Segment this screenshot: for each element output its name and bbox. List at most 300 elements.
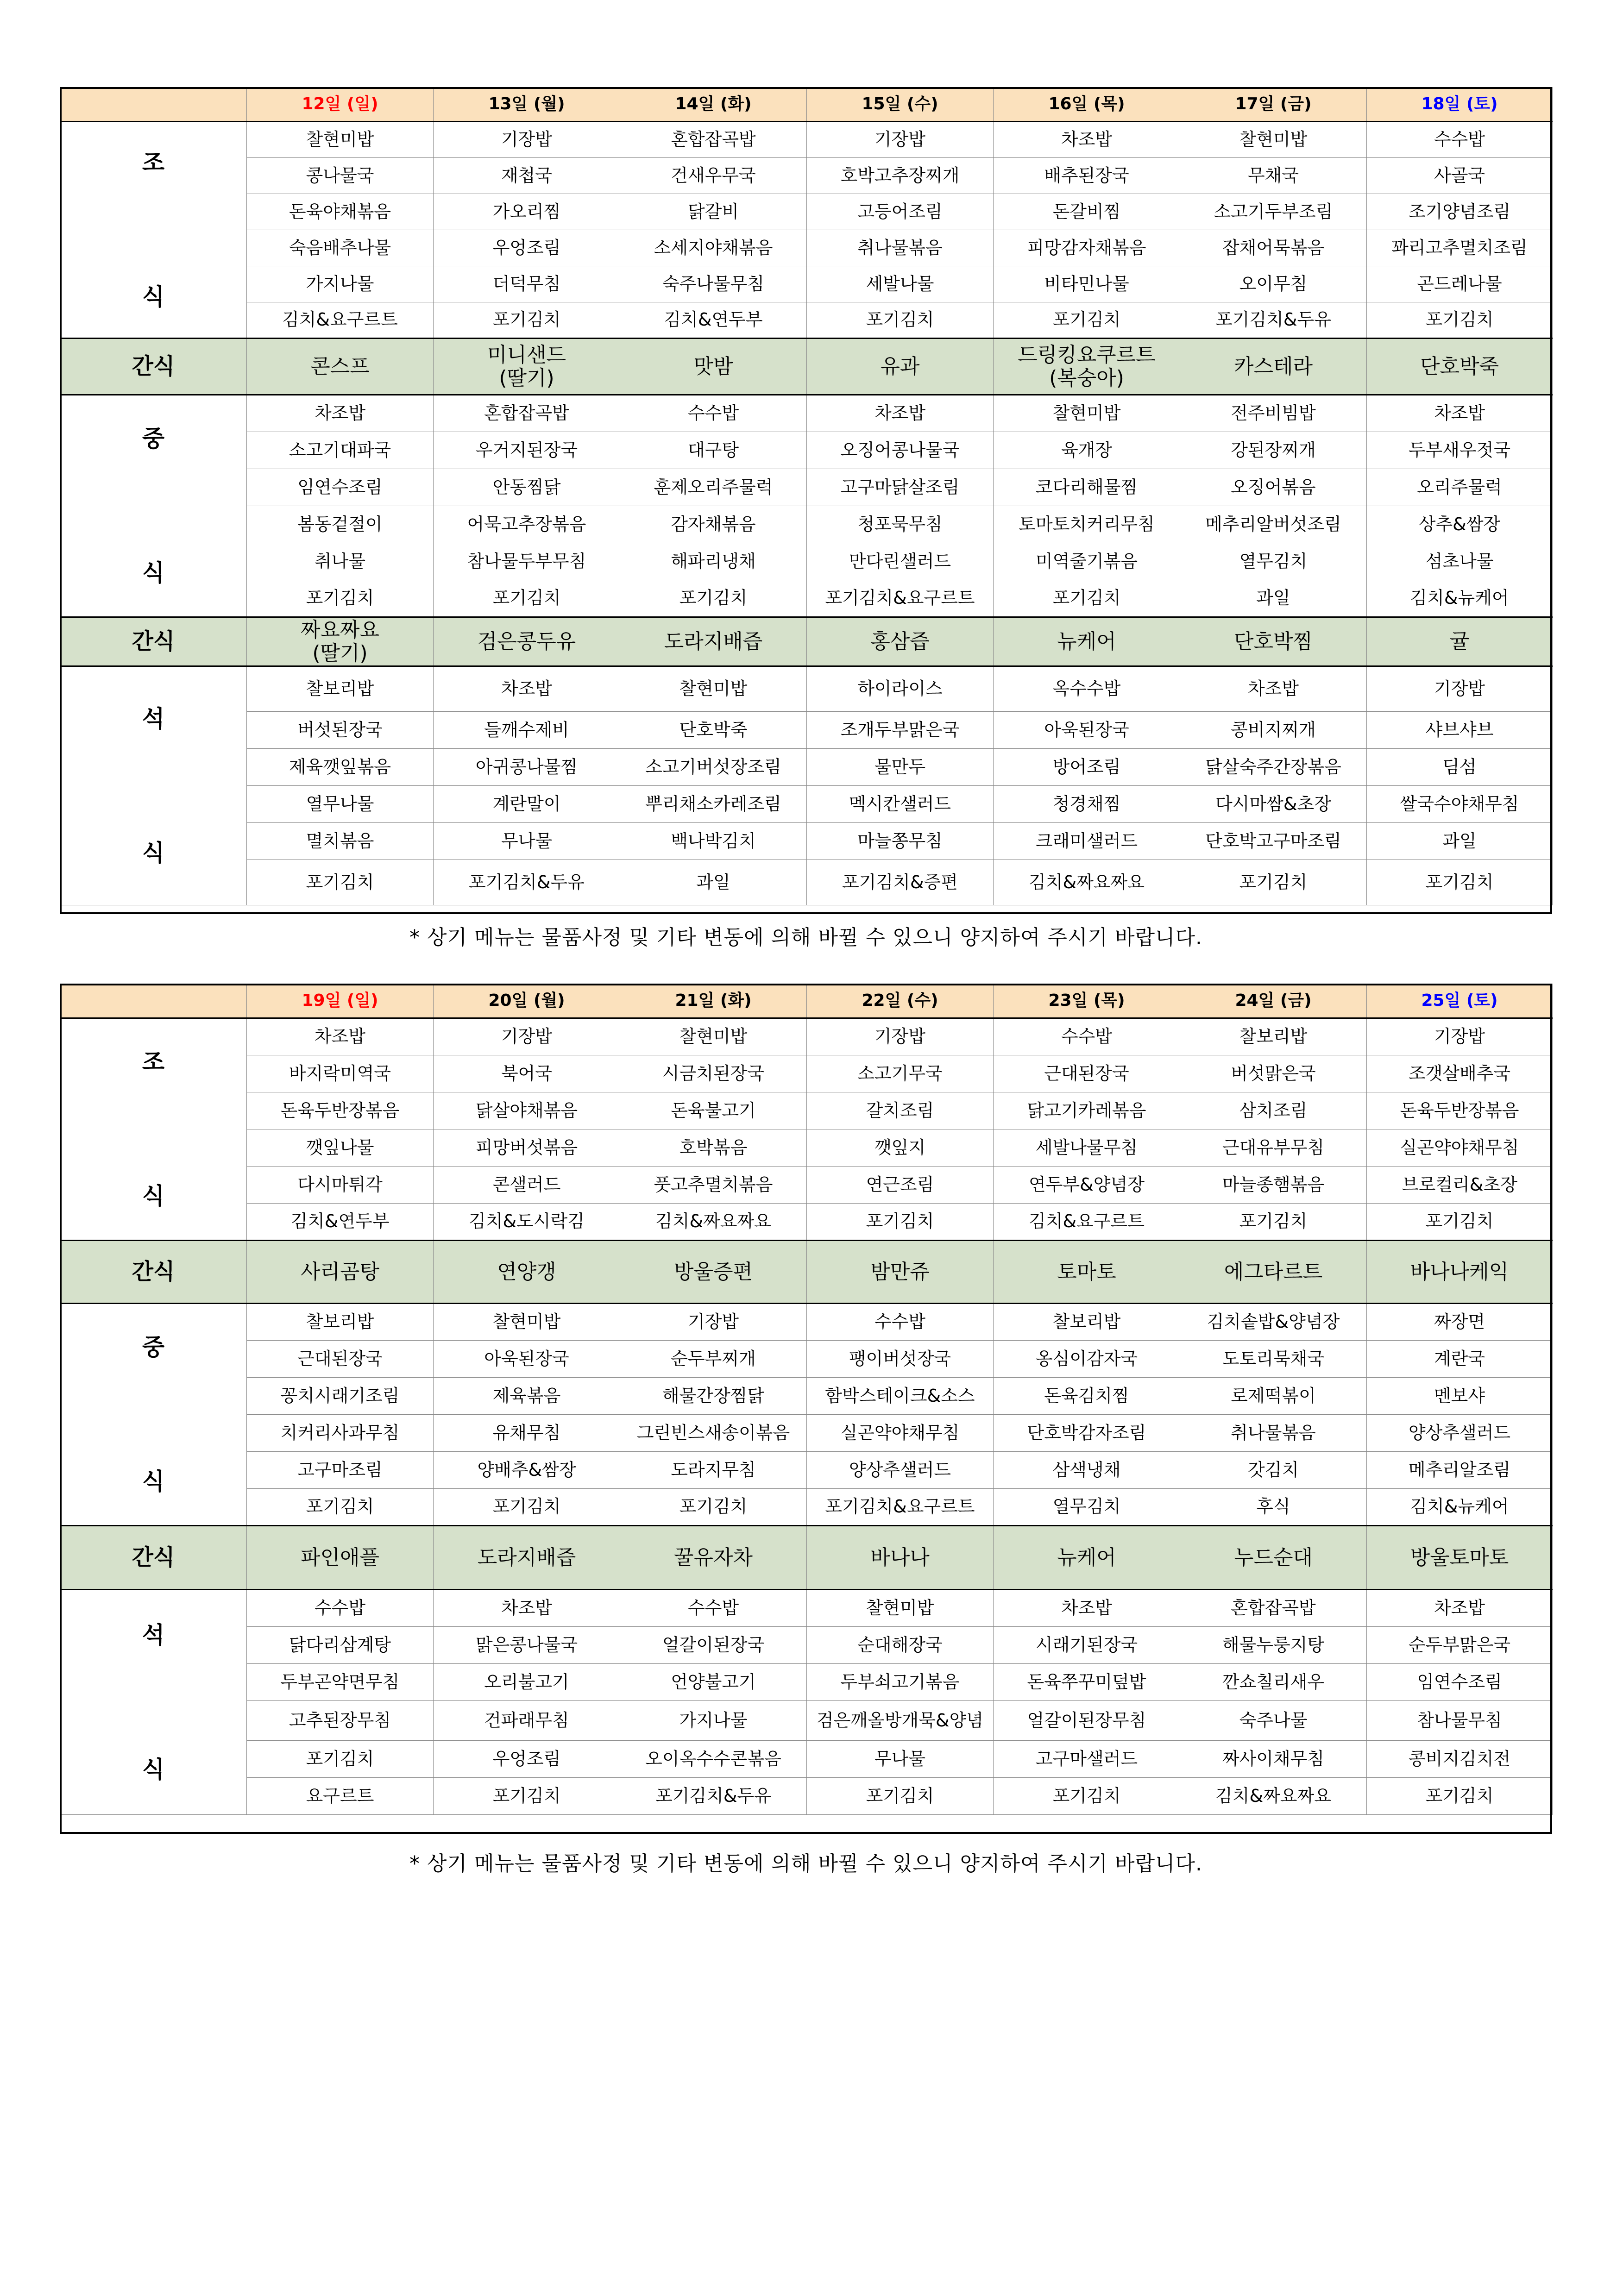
menu-cell: 감자채볶음: [620, 506, 807, 543]
day-header: 23일 (목): [994, 984, 1180, 1018]
breakfast-row: [60, 122, 1553, 158]
menu-cell: 피망감자채볶음: [994, 230, 1180, 266]
menu-cell: 근대된장국: [994, 1055, 1180, 1092]
menu-cell: 아욱된장국: [434, 1341, 620, 1378]
menu-cell: 세발나물: [807, 266, 994, 302]
menu-cell: 차조밥: [1367, 1590, 1553, 1627]
snack-cell: 토마토: [994, 1241, 1180, 1304]
lunch-row: [60, 506, 1553, 543]
menu-cell: 고구마샐러드: [994, 1741, 1180, 1778]
menu-cell: 무나물: [434, 823, 620, 860]
menu-cell: 포기김치: [807, 302, 994, 339]
menu-cell: 혼합잡곡밥: [1180, 1590, 1367, 1627]
day-header: 14일 (화): [620, 88, 807, 122]
menu-cell: 콩나물국: [247, 158, 434, 194]
lunch-row: [60, 1304, 1553, 1341]
menu-cell: 소고기대파국: [247, 432, 434, 469]
menu-cell: 찰현미밥: [807, 1590, 994, 1627]
menu-cell: 찰보리밥: [1180, 1018, 1367, 1055]
snack-cell: 사리곰탕: [247, 1241, 434, 1304]
menu-cell: 옥수수밥: [994, 666, 1180, 712]
menu-cell: 취나물: [247, 543, 434, 580]
menu-cell: 찰현미밥: [620, 666, 807, 712]
menu-cell: 포기김치: [1367, 1204, 1553, 1241]
weekly-menu-table-2: [60, 984, 1553, 1815]
menu-cell: 갓김치: [1180, 1452, 1367, 1489]
menu-cell: 양상추샐러드: [807, 1452, 994, 1489]
dinner-row: [60, 1590, 1553, 1627]
day-header: 19일 (일): [247, 984, 434, 1018]
menu-cell: 과일: [1367, 823, 1553, 860]
day-header: 24일 (금): [1180, 984, 1367, 1018]
menu-cell: 건새우무국: [620, 158, 807, 194]
menu-cell: 쌀국수야채무침: [1367, 786, 1553, 823]
breakfast-row: [60, 158, 1553, 194]
menu-cell: 소세지야채볶음: [620, 230, 807, 266]
menu-cell: 연두부&양념장: [994, 1167, 1180, 1204]
menu-cell: 북어국: [434, 1055, 620, 1092]
menu-cell: 숙음배추나물: [247, 230, 434, 266]
menu-cell: 닭살야채볶음: [434, 1092, 620, 1129]
menu-cell: 김치&연두부: [247, 1204, 434, 1241]
dinner-row: [60, 666, 1553, 712]
menu-cell: 김치&짜요짜요: [620, 1204, 807, 1241]
menu-cell: 포기김치: [434, 1778, 620, 1815]
menu-cell: 차조밥: [994, 122, 1180, 158]
menu-cell: 포기김치: [1367, 302, 1553, 339]
menu-cell: 차조밥: [994, 1590, 1180, 1627]
menu-cell: 소고기무국: [807, 1055, 994, 1092]
menu-cell: 혼합잡곡밥: [620, 122, 807, 158]
menu-cell: 돈육불고기: [620, 1092, 807, 1129]
menu-cell: 포기김치: [807, 1204, 994, 1241]
menu-cell: 포기김치&두유: [434, 860, 620, 905]
menu-cell: 기장밥: [807, 1018, 994, 1055]
afternoon-snack-row: [60, 617, 1553, 666]
lunch-row: [60, 580, 1553, 617]
menu-cell: 검은깨올방개묵&양념: [807, 1701, 994, 1741]
snack-cell: 누드순대: [1180, 1526, 1367, 1590]
menu-cell: 삼치조림: [1180, 1092, 1367, 1129]
snack-cell: 연양갱: [434, 1241, 620, 1304]
menu-cell: 함박스테이크&소스: [807, 1378, 994, 1415]
snack-cell: 밤만쥬: [807, 1241, 994, 1304]
menu-cell: 포기김치: [1367, 860, 1553, 905]
menu-cell: 포기김치: [1180, 1204, 1367, 1241]
menu-cell: 포기김치&요구르트: [807, 1489, 994, 1526]
snack-cell: 꿀유자차: [620, 1526, 807, 1590]
snack-cell: 바나나케익: [1367, 1241, 1553, 1304]
menu-cell: 피망버섯볶음: [434, 1129, 620, 1167]
dinner-row: [60, 786, 1553, 823]
menu-cell: 계란국: [1367, 1341, 1553, 1378]
menu-cell: 팽이버섯장국: [807, 1341, 994, 1378]
menu-cell: 두부새우젓국: [1367, 432, 1553, 469]
menu-cell: 뿌리채소카레조림: [620, 786, 807, 823]
menu-cell: 다시마쌈&초장: [1180, 786, 1367, 823]
menu-cell: 참나물두부무침: [434, 543, 620, 580]
menu-cell: 조기양념조림: [1367, 194, 1553, 230]
menu-cell: 고추된장무침: [247, 1701, 434, 1741]
menu-cell: 닭살숙주간장볶음: [1180, 749, 1367, 786]
menu-cell: 메추리알조림: [1367, 1452, 1553, 1489]
snack-cell: 도라지배즙: [434, 1526, 620, 1590]
menu-cell: 물만두: [807, 749, 994, 786]
header-row: [60, 88, 1553, 122]
menu-cell: 짜장면: [1367, 1304, 1553, 1341]
menu-cell: 요구르트: [247, 1778, 434, 1815]
lunch-row: [60, 1341, 1553, 1378]
lunch-label: 중 식: [60, 395, 247, 617]
breakfast-row: [60, 266, 1553, 302]
menu-cell: 치커리사과무침: [247, 1415, 434, 1452]
snack-cell: 미니샌드 (딸기): [434, 339, 620, 395]
header-row: [60, 984, 1553, 1018]
menu-cell: 호박고추장찌개: [807, 158, 994, 194]
menu-cell: 해물누룽지탕: [1180, 1627, 1367, 1664]
menu-cell: 연근조림: [807, 1167, 994, 1204]
menu-cell: 숙주나물무침: [620, 266, 807, 302]
menu-cell: 가지나물: [247, 266, 434, 302]
menu-cell: 훈제오리주물럭: [620, 469, 807, 506]
afternoon-snack-label: 간식: [60, 617, 247, 666]
menu-cell: 계란말이: [434, 786, 620, 823]
menu-cell: 해물간장찜닭: [620, 1378, 807, 1415]
menu-cell: 맑은콩나물국: [434, 1627, 620, 1664]
day-header: 12일 (일): [247, 88, 434, 122]
menu-cell: 김치&뉴케어: [1367, 580, 1553, 617]
menu-cell: 마늘쫑무침: [807, 823, 994, 860]
menu-cell: 다시마튀각: [247, 1167, 434, 1204]
morning-snack-row: [60, 339, 1553, 395]
menu-cell: 어묵고추장볶음: [434, 506, 620, 543]
menu-cell: 기장밥: [1367, 666, 1553, 712]
snack-cell: 파인애플: [247, 1526, 434, 1590]
menu-cell: 포기김치: [1367, 1778, 1553, 1815]
menu-cell: 백나박김치: [620, 823, 807, 860]
menu-cell: 제육볶음: [434, 1378, 620, 1415]
menu-cell: 배추된장국: [994, 158, 1180, 194]
menu-cell: 꽁치시래기조림: [247, 1378, 434, 1415]
dinner-row: [60, 749, 1553, 786]
snack-cell: 카스테라: [1180, 339, 1367, 395]
menu-cell: 오징어콩나물국: [807, 432, 994, 469]
menu-cell: 버섯맑은국: [1180, 1055, 1367, 1092]
menu-cell: 수수밥: [807, 1304, 994, 1341]
menu-cell: 김치&연두부: [620, 302, 807, 339]
menu-cell: 찰현미밥: [247, 122, 434, 158]
lunch-row: [60, 432, 1553, 469]
header-corner: [60, 88, 247, 122]
menu-cell: 콩비지김치전: [1367, 1741, 1553, 1778]
dinner-label: 석 식: [60, 666, 247, 905]
menu-cell: 돈육김치찜: [994, 1378, 1180, 1415]
day-header: 25일 (토): [1367, 984, 1553, 1018]
snack-cell: 귤: [1367, 617, 1553, 666]
menu-cell: 돈육쭈꾸미덮밥: [994, 1664, 1180, 1701]
menu-cell: 찰현미밥: [1180, 122, 1367, 158]
menu-cell: 근대유부무침: [1180, 1129, 1367, 1167]
dinner-row: [60, 860, 1553, 905]
menu-cell: 돈갈비찜: [994, 194, 1180, 230]
menu-cell: 메추리알버섯조림: [1180, 506, 1367, 543]
dinner-row: [60, 1778, 1553, 1815]
snack-cell: 바나나: [807, 1526, 994, 1590]
menu-cell: 수수밥: [1367, 122, 1553, 158]
menu-cell: 열무김치: [994, 1489, 1180, 1526]
menu-cell: 포기김치: [247, 1489, 434, 1526]
lunch-row: [60, 1452, 1553, 1489]
menu-cell: 풋고추멸치볶음: [620, 1167, 807, 1204]
menu-cell: 취나물볶음: [807, 230, 994, 266]
menu-cell: 고등어조림: [807, 194, 994, 230]
menu-cell: 닭고기카레볶음: [994, 1092, 1180, 1129]
menu-cell: 참나물무침: [1367, 1701, 1553, 1741]
snack-cell: 에그타르트: [1180, 1241, 1367, 1304]
breakfast-row: [60, 194, 1553, 230]
menu-cell: 우엉조림: [434, 230, 620, 266]
menu-cell: 두부쇠고기볶음: [807, 1664, 994, 1701]
menu-cell: 포기김치: [994, 1778, 1180, 1815]
lunch-row: [60, 1489, 1553, 1526]
breakfast-row: [60, 1092, 1553, 1129]
menu-cell: 닭다리삼계탕: [247, 1627, 434, 1664]
menu-cell: 수수밥: [620, 1590, 807, 1627]
dinner-label: 석 식: [60, 1590, 247, 1815]
menu-cell: 찰보리밥: [994, 1304, 1180, 1341]
menu-cell: 깐쇼칠리새우: [1180, 1664, 1367, 1701]
day-header: 22일 (수): [807, 984, 994, 1018]
breakfast-row: [60, 302, 1553, 339]
menu-cell: 단호박감자조림: [994, 1415, 1180, 1452]
breakfast-row: [60, 1167, 1553, 1204]
menu-cell: 혼합잡곡밥: [434, 395, 620, 432]
menu-cell: 도토리묵채국: [1180, 1341, 1367, 1378]
menu-cell: 해파리냉채: [620, 543, 807, 580]
menu-cell: 갈치조림: [807, 1092, 994, 1129]
snack-cell: 유과: [807, 339, 994, 395]
menu-cell: 언양불고기: [620, 1664, 807, 1701]
menu-cell: 기장밥: [434, 122, 620, 158]
menu-cell: 마늘종햄볶음: [1180, 1167, 1367, 1204]
menu-cell: 단호박죽: [620, 712, 807, 749]
day-header: 18일 (토): [1367, 88, 1553, 122]
menu-cell: 상추&쌈장: [1367, 506, 1553, 543]
menu-cell: 오리주물럭: [1367, 469, 1553, 506]
menu-cell: 호박볶음: [620, 1129, 807, 1167]
snack-cell: 맛밤: [620, 339, 807, 395]
menu-cell: 차조밥: [247, 1018, 434, 1055]
menu-cell: 차조밥: [434, 1590, 620, 1627]
menu-cell: 포기김치&증편: [807, 860, 994, 905]
menu-cell: 차조밥: [434, 666, 620, 712]
lunch-row: [60, 543, 1553, 580]
menu-cell: 열무나물: [247, 786, 434, 823]
menu-cell: 크래미샐러드: [994, 823, 1180, 860]
menu-cell: 오징어볶음: [1180, 469, 1367, 506]
day-header: 16일 (목): [994, 88, 1180, 122]
menu-cell: 취나물볶음: [1180, 1415, 1367, 1452]
menu-cell: 포기김치: [247, 1741, 434, 1778]
menu-cell: 로제떡볶이: [1180, 1378, 1367, 1415]
menu-cell: 양배추&쌈장: [434, 1452, 620, 1489]
snack-cell: 짜요짜요 (딸기): [247, 617, 434, 666]
menu-cell: 무나물: [807, 1741, 994, 1778]
menu-cell: 포기김치&요구르트: [807, 580, 994, 617]
afternoon-snack-row: [60, 1526, 1553, 1590]
menu-cell: 포기김치: [620, 580, 807, 617]
snack-cell: 방울토마토: [1367, 1526, 1553, 1590]
menu-cell: 두부곤약면무침: [247, 1664, 434, 1701]
menu-cell: 방어조림: [994, 749, 1180, 786]
menu-cell: 안동찜닭: [434, 469, 620, 506]
menu-cell: 전주비빔밥: [1180, 395, 1367, 432]
lunch-row: [60, 395, 1553, 432]
menu-cell: 김치&도시락김: [434, 1204, 620, 1241]
notice-1: * 상기 메뉴는 물품사정 및 기타 변동에 의해 바뀔 수 있으니 양지하여 주시기 바랍니다.: [409, 926, 1202, 949]
menu-cell: 유채무침: [434, 1415, 620, 1452]
menu-cell: 고구마닭살조림: [807, 469, 994, 506]
menu-cell: 조갯살배추국: [1367, 1055, 1553, 1092]
menu-cell: 봄동겉절이: [247, 506, 434, 543]
menu-cell: 양상추샐러드: [1367, 1415, 1553, 1452]
weekly-menu-table-1: [60, 87, 1553, 905]
snack-cell: 도라지배즙: [620, 617, 807, 666]
morning-snack-label: 간식: [60, 339, 247, 395]
menu-cell: 아욱된장국: [994, 712, 1180, 749]
menu-cell: 찰현미밥: [434, 1304, 620, 1341]
day-header: 21일 (화): [620, 984, 807, 1018]
menu-cell: 시금치된장국: [620, 1055, 807, 1092]
menu-cell: 차조밥: [1180, 666, 1367, 712]
menu-cell: 삼색냉채: [994, 1452, 1180, 1489]
menu-cell: 콘샐러드: [434, 1167, 620, 1204]
menu-cell: 건파래무침: [434, 1701, 620, 1741]
menu-cell: 포기김치: [807, 1778, 994, 1815]
menu-cell: 포기김치: [247, 860, 434, 905]
menu-cell: 얼갈이된장국: [620, 1627, 807, 1664]
menu-cell: 아귀콩나물찜: [434, 749, 620, 786]
menu-cell: 돈육두반장볶음: [1367, 1092, 1553, 1129]
menu-cell: 김치솥밥&양념장: [1180, 1304, 1367, 1341]
menu-cell: 멘보샤: [1367, 1378, 1553, 1415]
menu-cell: 만다린샐러드: [807, 543, 994, 580]
menu-cell: 멕시칸샐러드: [807, 786, 994, 823]
menu-cell: 짜사이채무침: [1180, 1741, 1367, 1778]
breakfast-row: [60, 1055, 1553, 1092]
menu-cell: 들깨수제비: [434, 712, 620, 749]
dinner-row: [60, 1741, 1553, 1778]
menu-cell: 고구마조림: [247, 1452, 434, 1489]
snack-cell: 검은콩두유: [434, 617, 620, 666]
menu-cell: 소고기버섯장조림: [620, 749, 807, 786]
menu-cell: 꽈리고추멸치조림: [1367, 230, 1553, 266]
menu-cell: 청경채찜: [994, 786, 1180, 823]
menu-cell: 포기김치: [620, 1489, 807, 1526]
menu-cell: 깻잎나물: [247, 1129, 434, 1167]
day-header: 17일 (금): [1180, 88, 1367, 122]
snack-cell: 단호박죽: [1367, 339, 1553, 395]
day-header: 13일 (월): [434, 88, 620, 122]
menu-cell: 수수밥: [247, 1590, 434, 1627]
dinner-row: [60, 1627, 1553, 1664]
snack-cell: 콘스프: [247, 339, 434, 395]
morning-snack-label: 간식: [60, 1241, 247, 1304]
menu-cell: 김치&요구르트: [247, 302, 434, 339]
morning-snack-row: [60, 1241, 1553, 1304]
menu-cell: 강된장찌개: [1180, 432, 1367, 469]
menu-cell: 임연수조림: [1367, 1664, 1553, 1701]
dinner-row: [60, 823, 1553, 860]
dinner-row: [60, 712, 1553, 749]
notice-2: * 상기 메뉴는 물품사정 및 기타 변동에 의해 바뀔 수 있으니 양지하여 주시기 바랍니다.: [409, 1852, 1202, 1876]
menu-cell: 시래기된장국: [994, 1627, 1180, 1664]
menu-cell: 가오리찜: [434, 194, 620, 230]
menu-cell: 버섯된장국: [247, 712, 434, 749]
menu-cell: 포기김치: [434, 580, 620, 617]
header-corner: [60, 984, 247, 1018]
menu-cell: 순두부찌개: [620, 1341, 807, 1378]
menu-cell: 더덕무침: [434, 266, 620, 302]
menu-cell: 멸치볶음: [247, 823, 434, 860]
dinner-row: [60, 1701, 1553, 1741]
menu-cell: 우거지된장국: [434, 432, 620, 469]
menu-cell: 얼갈이된장무침: [994, 1701, 1180, 1741]
snack-cell: 홍삼즙: [807, 617, 994, 666]
menu-cell: 곤드레나물: [1367, 266, 1553, 302]
menu-cell: 기장밥: [620, 1304, 807, 1341]
lunch-row: [60, 469, 1553, 506]
menu-cell: 코다리해물찜: [994, 469, 1180, 506]
menu-cell: 포기김치: [247, 580, 434, 617]
menu-cell: 차조밥: [807, 395, 994, 432]
menu-cell: 김치&요구르트: [994, 1204, 1180, 1241]
menu-cell: 샤브샤브: [1367, 712, 1553, 749]
menu-cell: 돈육두반장볶음: [247, 1092, 434, 1129]
menu-cell: 열무김치: [1180, 543, 1367, 580]
menu-cell: 수수밥: [994, 1018, 1180, 1055]
menu-cell: 기장밥: [1367, 1018, 1553, 1055]
menu-cell: 콩비지찌개: [1180, 712, 1367, 749]
menu-cell: 재첩국: [434, 158, 620, 194]
menu-cell: 찰현미밥: [620, 1018, 807, 1055]
menu-cell: 그린빈스새송이볶음: [620, 1415, 807, 1452]
menu-cell: 김치&짜요짜요: [1180, 1778, 1367, 1815]
menu-cell: 포기김치: [434, 302, 620, 339]
menu-cell: 제육깻잎볶음: [247, 749, 434, 786]
menu-cell: 오이옥수수콘볶음: [620, 1741, 807, 1778]
menu-cell: 조개두부맑은국: [807, 712, 994, 749]
snack-cell: 뉴케어: [994, 1526, 1180, 1590]
menu-cell: 닭갈비: [620, 194, 807, 230]
menu-cell: 찰보리밥: [247, 1304, 434, 1341]
menu-cell: 기장밥: [434, 1018, 620, 1055]
menu-cell: 브로컬리&초장: [1367, 1167, 1553, 1204]
menu-cell: 돈육야채볶음: [247, 194, 434, 230]
menu-cell: 실곤약야채무침: [1367, 1129, 1553, 1167]
menu-cell: 딤섬: [1367, 749, 1553, 786]
menu-cell: 하이라이스: [807, 666, 994, 712]
menu-cell: 무채국: [1180, 158, 1367, 194]
menu-cell: 포기김치&두유: [620, 1778, 807, 1815]
breakfast-row: [60, 230, 1553, 266]
menu-cell: 소고기두부조림: [1180, 194, 1367, 230]
lunch-row: [60, 1415, 1553, 1452]
menu-cell: 비타민나물: [994, 266, 1180, 302]
menu-cell: 단호박고구마조림: [1180, 823, 1367, 860]
breakfast-label: 조 식: [60, 1018, 247, 1241]
menu-cell: 잡채어묵볶음: [1180, 230, 1367, 266]
